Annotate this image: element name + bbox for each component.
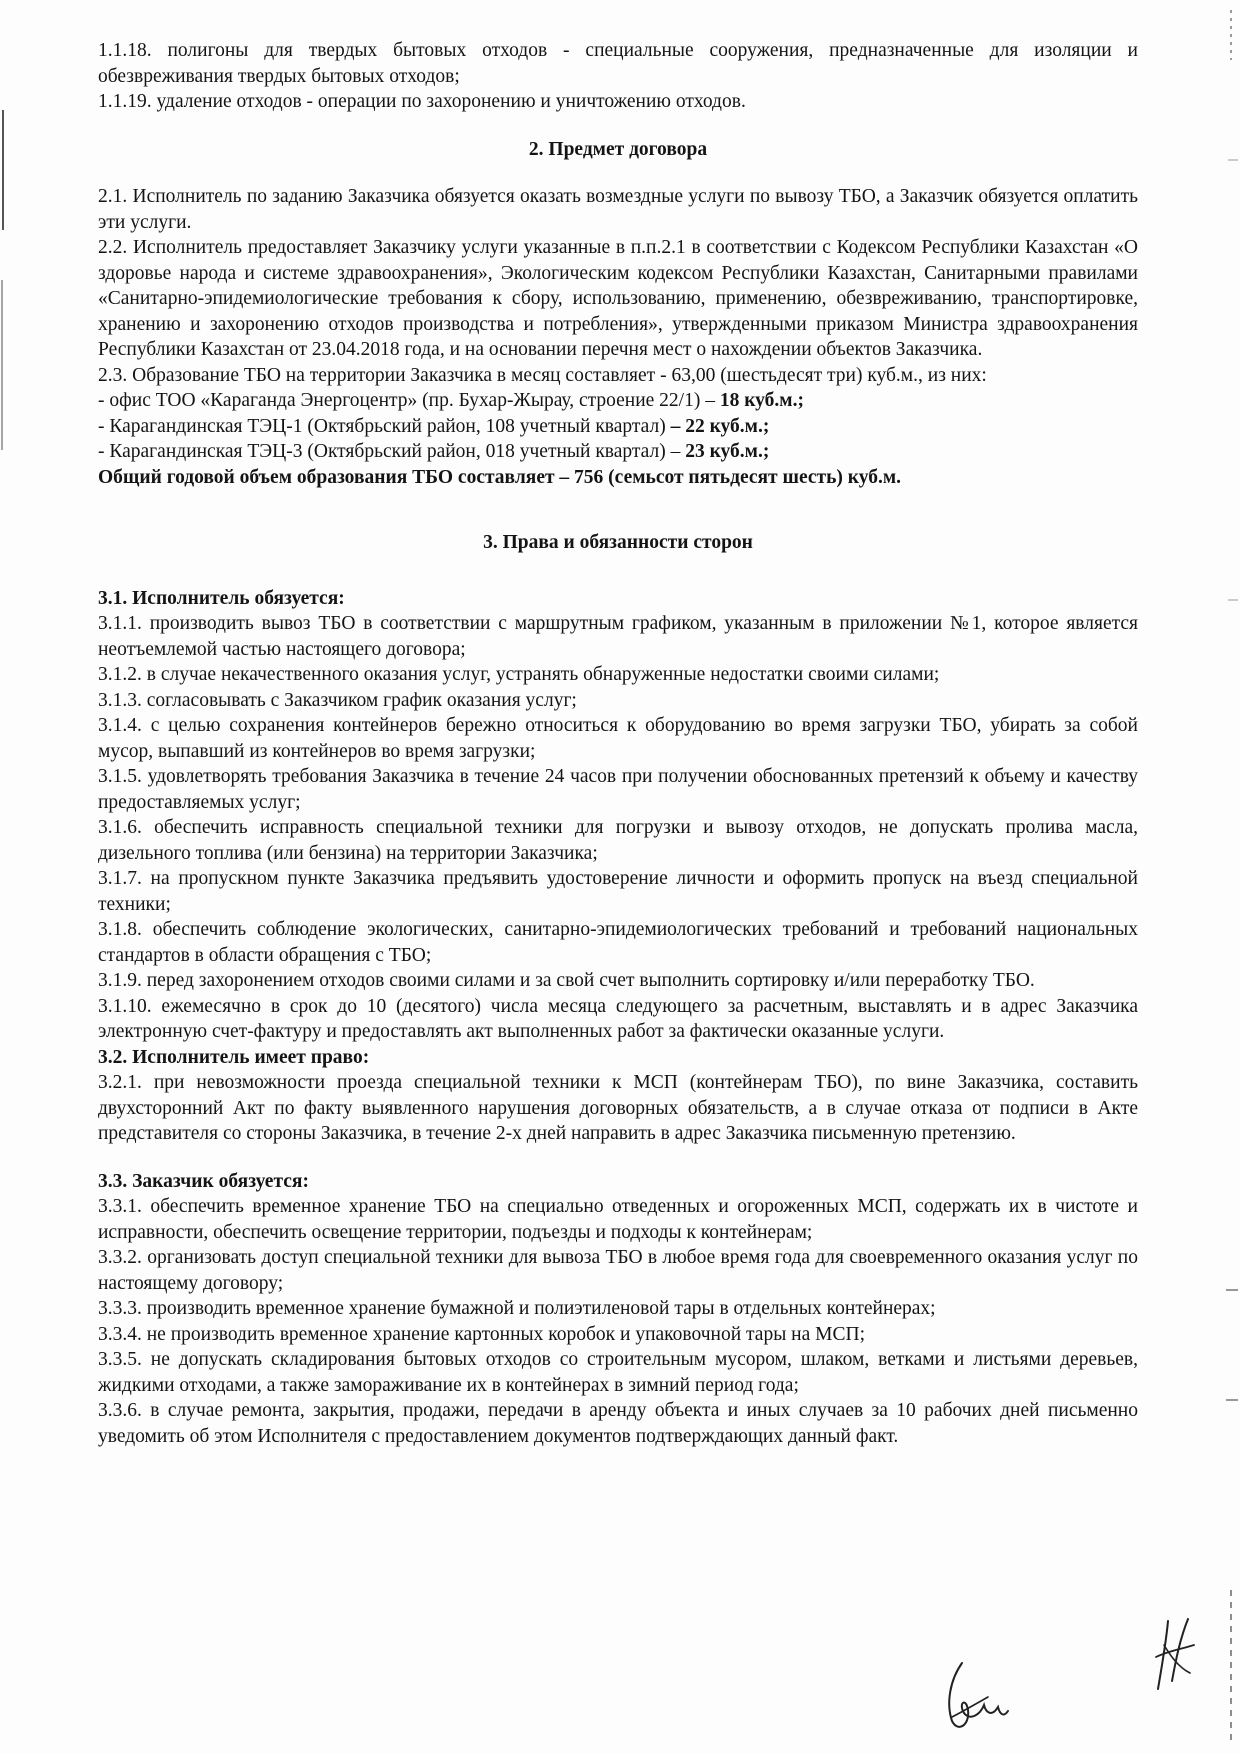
scan-right-edge xyxy=(1222,0,1240,1754)
site-tec1 xyxy=(98,414,1138,440)
signature-customer xyxy=(940,1655,1010,1735)
clause-2-2: 2.2. Исполнитель предоставляет Заказчику услуги указанные в п.п.2.1 в соответствии с Кодексом Республики Казахстан «О здоровье народа и системе здравоохранения», Экологическим кодексом Республики Казахстан, Санитарными правилами «Санитарно-эпидемиологические требования к сбору, использованию, применению, обезвреживанию, транспортировке, хранению и захоронению отходов производства и потребления», утвержденными приказом Министра здравоохранения Республики Казахстан от 23.04.2018 года, и на основании перечня мест о нахождении объектов Заказчика. xyxy=(98,237,1138,360)
clause-3-1-9: 3.1.9. перед захоронением отходов своими силами и за свой счет выполнить сортировку и/или переработку ТБО. xyxy=(98,970,1035,991)
annual-total: Общий годовой объем образования ТБО составляет – 756 (семьсот пятьдесят шесть) куб.м. xyxy=(98,466,902,488)
site-tec3-text: - Карагандинская ТЭЦ-3 (Октябрьский район, 018 учетный квартал) – xyxy=(98,441,686,462)
clause-3-1-3: 3.1.3. согласовывать с Заказчиком график оказания услуг; xyxy=(98,689,577,711)
site-tec3-volume: 23 куб.м.; xyxy=(685,441,770,462)
scan-left-edge xyxy=(0,0,6,1754)
section-3-heading: 3. Права и обязанности сторон xyxy=(483,532,753,553)
signature-contractor xyxy=(1150,1615,1200,1695)
clause-3-3-1: 3.3.1. обеспечить временное хранение ТБО на специально отведенных и огороженных МСП, содержать их в чистоте и исправности, обеспечить освещение территории, подъезды и подходы к контейнерам; xyxy=(98,1196,1138,1243)
clause-3-1-10: 3.1.10. ежемесячно в срок до 10 (десятого) числа месяца следующего за расчетным, выставлять и в адрес Заказчика электронную счет-фактуру и предоставлять акт выполненных работ за фактически оказанные услуги. xyxy=(98,995,1138,1042)
site-tec1-volume: – 22 куб.м.; xyxy=(670,415,770,437)
site-office-volume: 18 куб.м.; xyxy=(719,390,804,411)
clause-2-3: 2.3. Образование ТБО на территории Заказчика в месяц составляет - 63,00 (шестьдесят три) куб.м., из них: xyxy=(98,364,987,386)
site-tec3 xyxy=(98,439,1138,465)
subsection-3-3-title: 3.3. Заказчик обязуется: xyxy=(98,1170,309,1192)
clause-2-1: 2.1. Исполнитель по заданию Заказчика обязуется оказать возмездные услуги по вывозу ТБО, а Заказчик обязуется оплатить эти услуги. xyxy=(98,186,1138,233)
clause-1-1-18: 1.1.18. полигоны для твердых бытовых отходов - специальные сооружения, предназначенные для изоляции и обезвреживания твердых бытовых отходов; xyxy=(98,40,1138,87)
clause-3-1-7: 3.1.7. на пропускном пункте Заказчика предъявить удостоверение личности и оформить пропуск на въезд специальной техники; xyxy=(98,868,1138,915)
clause-3-3-5: 3.3.5. не допускать складирования бытовых отходов со строительным мусором, шлаком, ветками и листьями деревьев, жидкими отходами, а также замораживание их в контейнерах в зимний период года; xyxy=(98,1349,1138,1396)
clause-3-3-4: 3.3.4. не производить временное хранение картонных коробок и упаковочной тары на МСП; xyxy=(98,1323,865,1345)
clause-1-1-19: 1.1.19. удаление отходов - операции по захоронению и уничтожению отходов. xyxy=(98,91,746,112)
document-body xyxy=(98,38,1138,1449)
clause-3-1-8: 3.1.8. обеспечить соблюдение экологических, санитарно-эпидемиологических требований и требований национальных стандартов в области обращения с ТБО; xyxy=(98,919,1138,966)
site-tec1-text: - Карагандинская ТЭЦ-1 (Октябрьский район, 108 учетный квартал) xyxy=(98,415,671,437)
section-2-heading: 2. Предмет договора xyxy=(528,138,708,160)
subsection-3-1-title: 3.1. Исполнитель обязуется: xyxy=(98,587,345,609)
clause-3-3-3: 3.3.3. производить временное хранение бумажной и полиэтиленовой тары в отдельных контейнерах; xyxy=(98,1298,936,1319)
clause-3-1-1: 3.1.1. производить вывоз ТБО в соответствии с маршрутным графиком, указанным в приложении №1, которое является неотъемлемой частью настоящего договора; xyxy=(98,613,1138,660)
clause-3-1-4: 3.1.4. с целью сохранения контейнеров бережно относиться к оборудованию во время загрузки ТБО, убирать за собой мусор, выпавший из контейнеров во время загрузки; xyxy=(98,715,1138,762)
clause-3-3-2: 3.3.2. организовать доступ специальной техники для вывоза ТБО в любое время года для своевременного оказания услуг по настоящему договору; xyxy=(98,1247,1138,1294)
clause-3-3-6: 3.3.6. в случае ремонта, закрытия, продажи, передачи в аренду объекта и иных случаев за 10 рабочих дней письменно уведомить об этом Исполнителя с предоставлением документов подтверждающих данный факт. xyxy=(98,1400,1138,1447)
site-office-text: - офис ТОО «Караганда Энергоцентр» (пр. Бухар-Жырау, строение 22/1) – xyxy=(98,390,720,411)
clause-3-1-6: 3.1.6. обеспечить исправность специальной техники для погрузки и вывозу отходов, не допускать пролива масла, дизельного топлива (или бензина) на территории Заказчика; xyxy=(98,817,1138,864)
clause-3-2-1: 3.2.1. при невозможности проезда специальной техники к МСП (контейнерам ТБО), по вине Заказчика, составить двухсторонний Акт по факту выявленного нарушения договорных обязательств, а в случае отказа от подписи в Акте представителя со стороны Заказчика, в течение 2-х дней направить в адрес Заказчика письменную претензию. xyxy=(98,1072,1138,1144)
site-office xyxy=(98,388,1138,414)
clause-3-1-5: 3.1.5. удовлетворять требования Заказчика в течение 24 часов при получении обоснованных претензий к объему и качеству предоставляемых услуг; xyxy=(98,766,1138,813)
clause-3-1-2: 3.1.2. в случае некачественного оказания услуг, устранять обнаруженные недостатки своими силами; xyxy=(98,664,940,685)
subsection-3-2-title: 3.2. Исполнитель имеет право: xyxy=(98,1046,370,1068)
